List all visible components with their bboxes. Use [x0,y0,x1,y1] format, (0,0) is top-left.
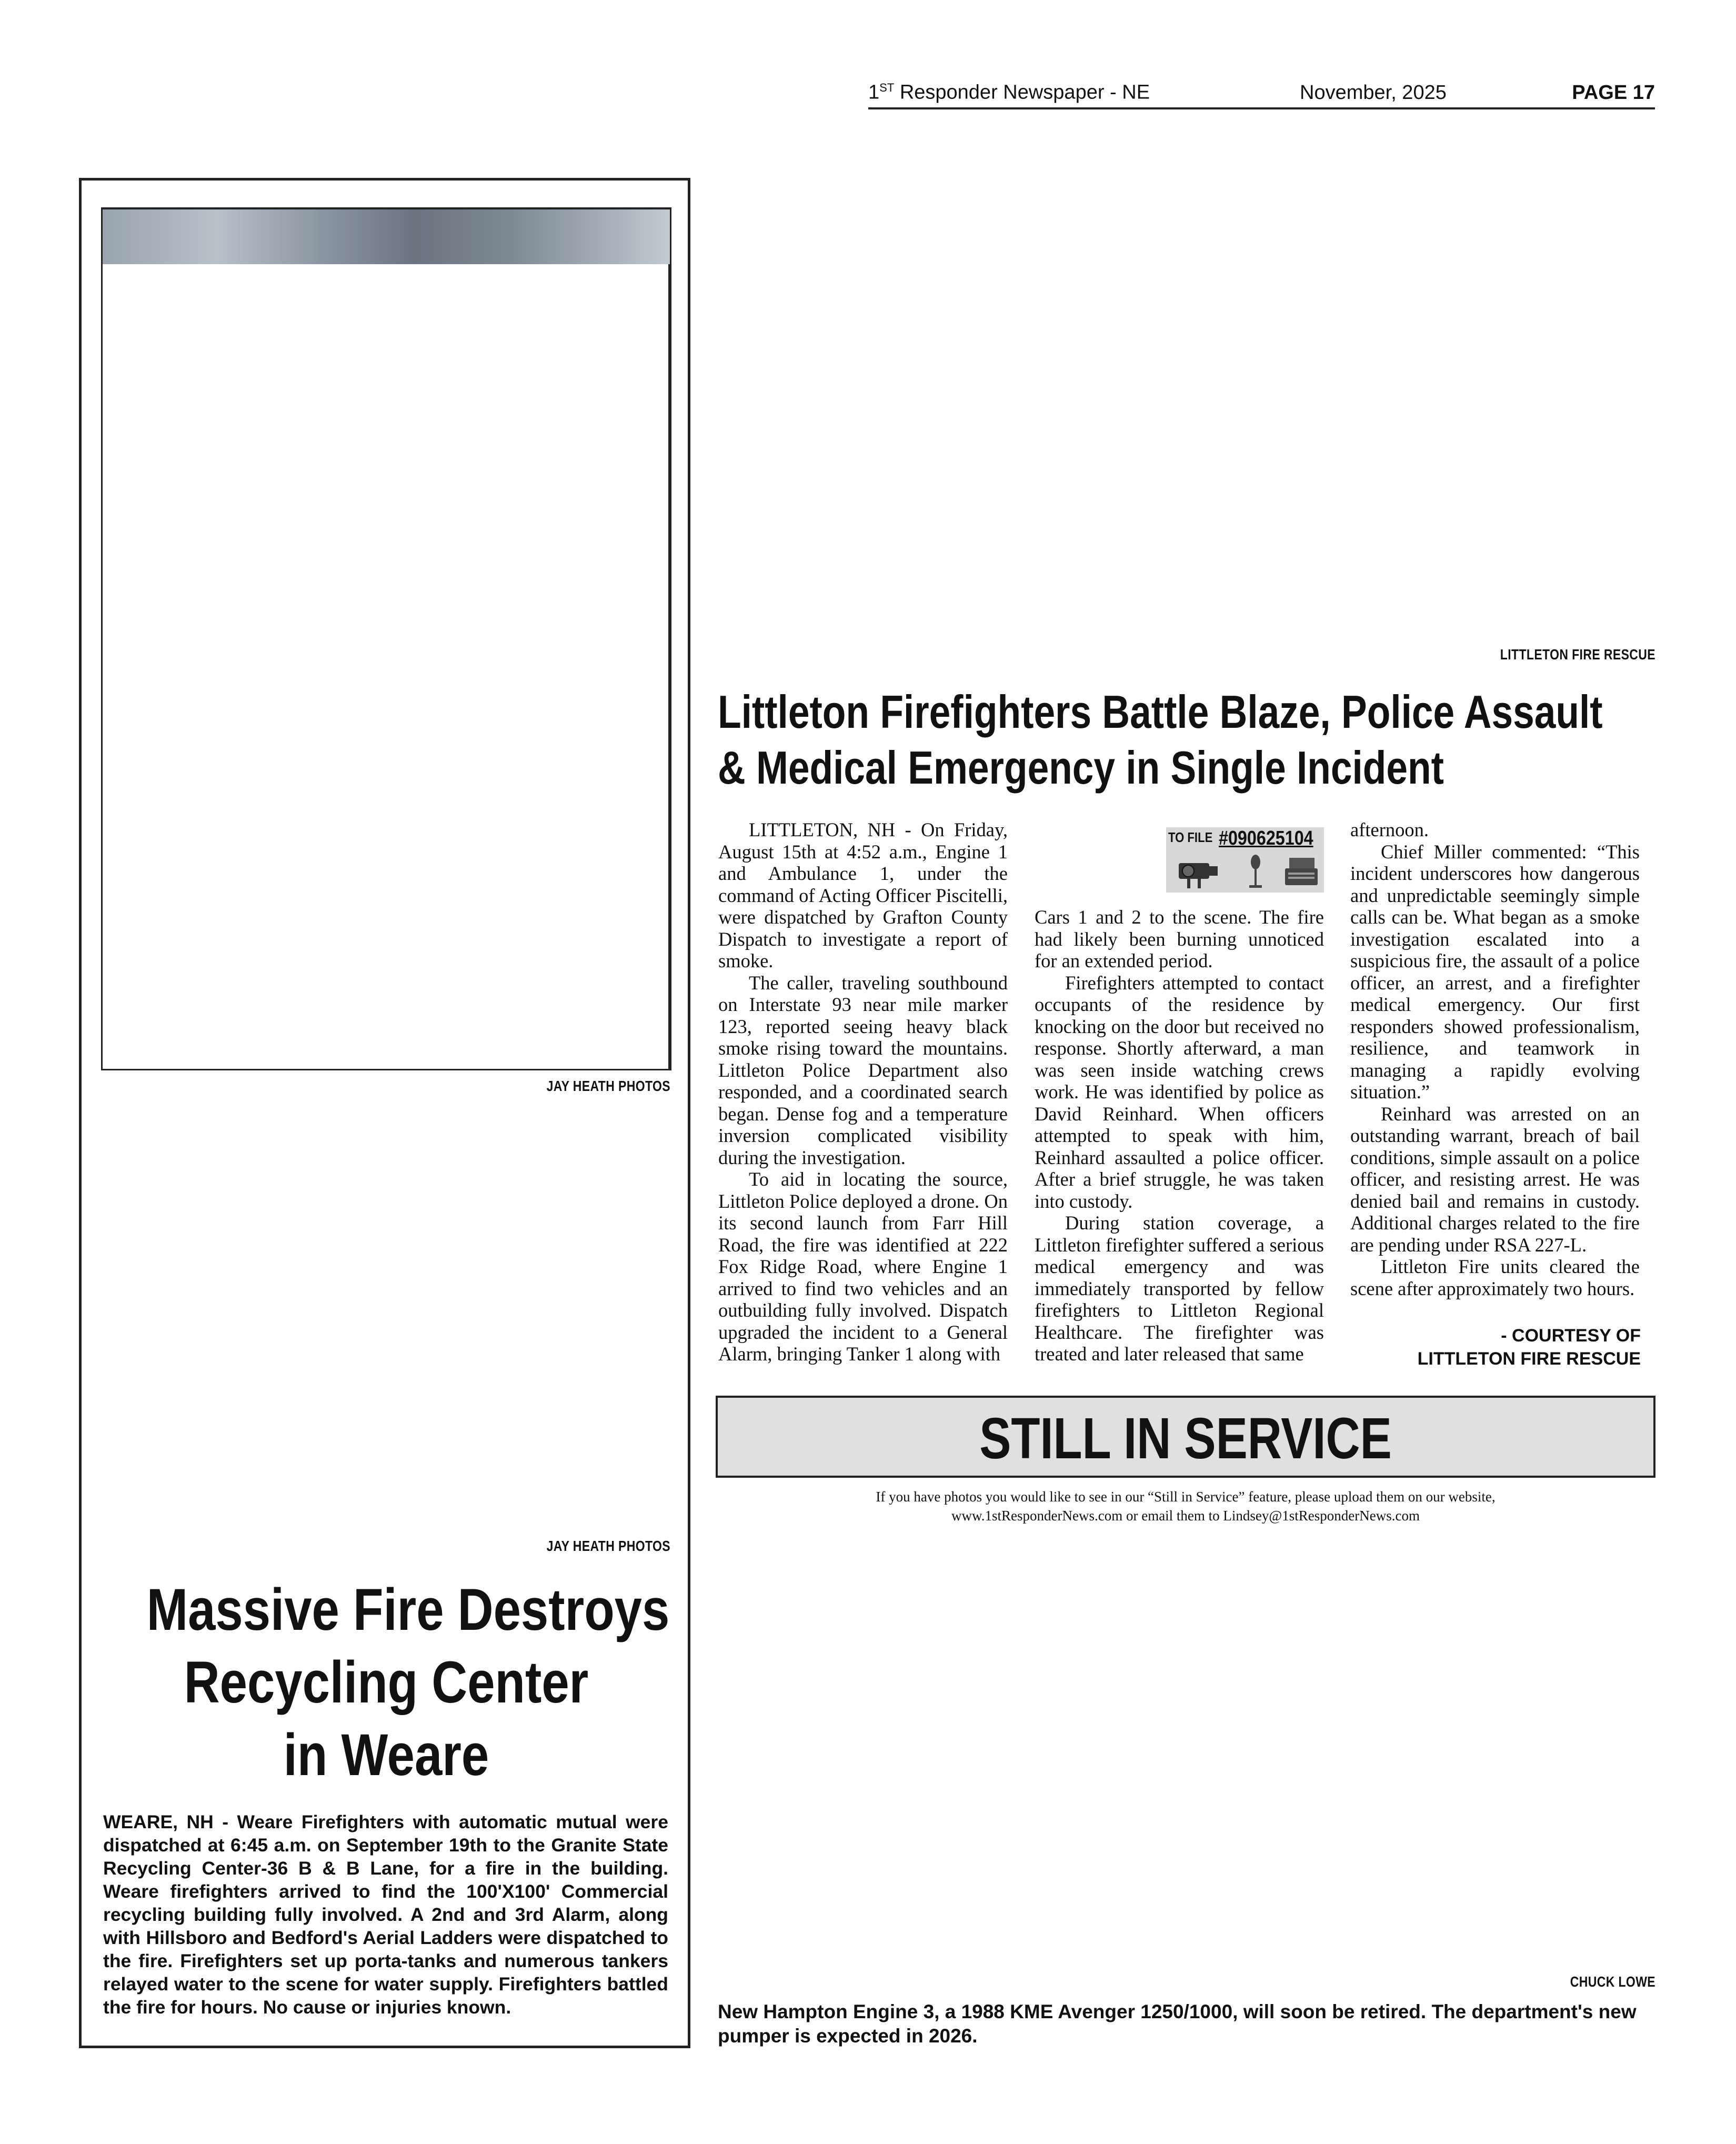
paragraph: Reinhard was arrested on an outstanding warrant, breach of bail conditions, simple assault on a police officer, and resisting arrest. He was denied bail and remains in custody. Additional charges related to the fire are pending under RSA 227-L. [1350,1103,1640,1256]
paragraph: Cars 1 and 2 to the scene. The fire had likely been burning unnoticed for an extended period. [1035,906,1324,971]
note-line-1: If you have photos you would like to see in our “Still in Service” feature, please upload them on our website, [876,1489,1496,1505]
paragraph: Firefighters attempted to contact occupants of the residence by knocking on the door but received no response. Shortly afterward, a man was seen inside watching crews work. He was identified by police as David Reinhard. When officers attempted to speak with him, Reinhard assaulted a police officer. After a brief struggle, he was taken into custody. [1035,971,1324,1212]
courtesy-line-2: LITTLETON FIRE RESCUE [1417,1349,1641,1369]
page-number: PAGE 17 [1572,82,1655,104]
to-file-number: #090625104 [1219,827,1313,849]
littleton-headline-line-2: & Medical Emergency in Single Incident [718,742,1444,794]
littleton-column-1 [718,819,1008,1365]
paragraph: To aid in locating the source, Littleton Police deployed a drone. On its second launch from Farr Hill Road, the fire was identified at 222 Fox Ridge Road, where Engine 1 arrived to find two vehicles and an outbuilding fully involved. Dispatch upgraded the incident to a General Alarm, bringing Tanker 1 along with [718,1168,1008,1365]
new-hampton-engine-photo [716,1547,1655,1968]
still-in-service-banner [716,1396,1655,1478]
issue-date: November, 2025 [1300,82,1447,104]
new-hampton-photo-credit: CHUCK LOWE [1570,1973,1655,1990]
page-header [868,74,1655,109]
still-in-service-title: STILL IN SERVICE [979,1406,1392,1471]
littleton-courtesy [1347,1324,1641,1370]
to-file-label: TO FILE [1168,829,1213,845]
weare-article-body: WEARE, NH - Weare Firefighters with automatic mutual were dispatched at 6:45 a.m. on September 19th to the Granite State Recycling Center-36 B & B Lane, for a fire in the building. Weare firefighters arrived to find the 100'X100' Commercial recycling building fully involved. A 2nd and 3rd Alarm, along with Hillsboro and Bedford's Aerial Ladders were dispatched to the fire. Firefighters set up porta-tanks and numerous tankers relayed water to the scene for water supply. Firefighters battled the fire for hours. No cause or injuries known. [103,1811,668,2018]
littleton-headline-line-1: Littleton Firefighters Battle Blaze, Police Assault [718,686,1603,738]
newspaper-name-sup: ST [879,81,895,95]
paragraph: The caller, traveling southbound on Interstate 93 near mile marker 123, reported seeing heavy black smoke rising toward the mountains. Littleton Police Department also responded, and a coordinated search began. Dense fog and a temperature inversion complicated visibility during the investigation. [718,971,1008,1168]
still-in-service-note [726,1487,1645,1525]
weare-headline-line-2: Recycling Center [184,1649,589,1715]
new-hampton-caption: New Hampton Engine 3, a 1988 KME Avenger 1250/1000, will soon be retired. The department's new pumper is expected in 2026. [718,2001,1637,2047]
weare-photo-credit: JAY HEATH PHOTOS [546,1078,670,1094]
courtesy-line-1: - COURTESY OF [1501,1326,1641,1346]
weare-fire-photo [101,207,671,1070]
newspaper-name [868,81,1150,104]
littleton-column-3 [1350,819,1640,1299]
to-file-badge [1166,827,1324,893]
photo-blank-area [103,264,670,1069]
paragraph: afternoon. [1350,819,1429,840]
newspaper-name-prefix: 1 [868,82,880,104]
weare-headline [146,1574,670,1791]
weare-photo-credit-2: JAY HEATH PHOTOS [546,1538,670,1554]
paragraph: Chief Miller commented: “This incident underscores how dangerous and unpredictable seemingly simple calls can be. What began as a smoke investigation escalated into a suspicious fire, the assault of a police officer, an arrest, and a firefighter medical emergency. Our first responders showed professionalism, resilience, and teamwork in managing a rapidly evolving situation.” [1350,840,1640,1103]
note-line-2: www.1stResponderNews.com or email them to Lindsey@1stResponderNews.com [951,1508,1420,1524]
paragraph: During station coverage, a Littleton firefighter suffered a serious medical emergency and was immediately transported by fellow firefighters to Littleton Regional Healthcare. The firefighter was treated and later released that same [1035,1212,1324,1365]
paragraph: LITTLETON, NH - On Friday, August 15th at 4:52 a.m., Engine 1 and Ambulance 1, under the command of Acting Officer Piscitelli, were dispatched by Grafton County Dispatch to investigate a report of smoke. [718,819,1008,971]
photo-sky-strip [103,209,670,264]
littleton-photo-credit: LITTLETON FIRE RESCUE [1500,646,1655,663]
littleton-fire-photo [716,178,1655,641]
littleton-headline [718,684,1603,796]
weare-headline-line-3: in Weare [283,1722,489,1788]
paragraph: Littleton Fire units cleared the scene after approximately two hours. [1350,1256,1640,1299]
camera-microphone-typewriter-icon [1177,853,1319,890]
newspaper-name-rest: Responder Newspaper - NE [894,82,1150,104]
littleton-column-2 [1035,906,1324,1365]
weare-headline-line-1: Massive Fire Destroys [146,1577,670,1642]
